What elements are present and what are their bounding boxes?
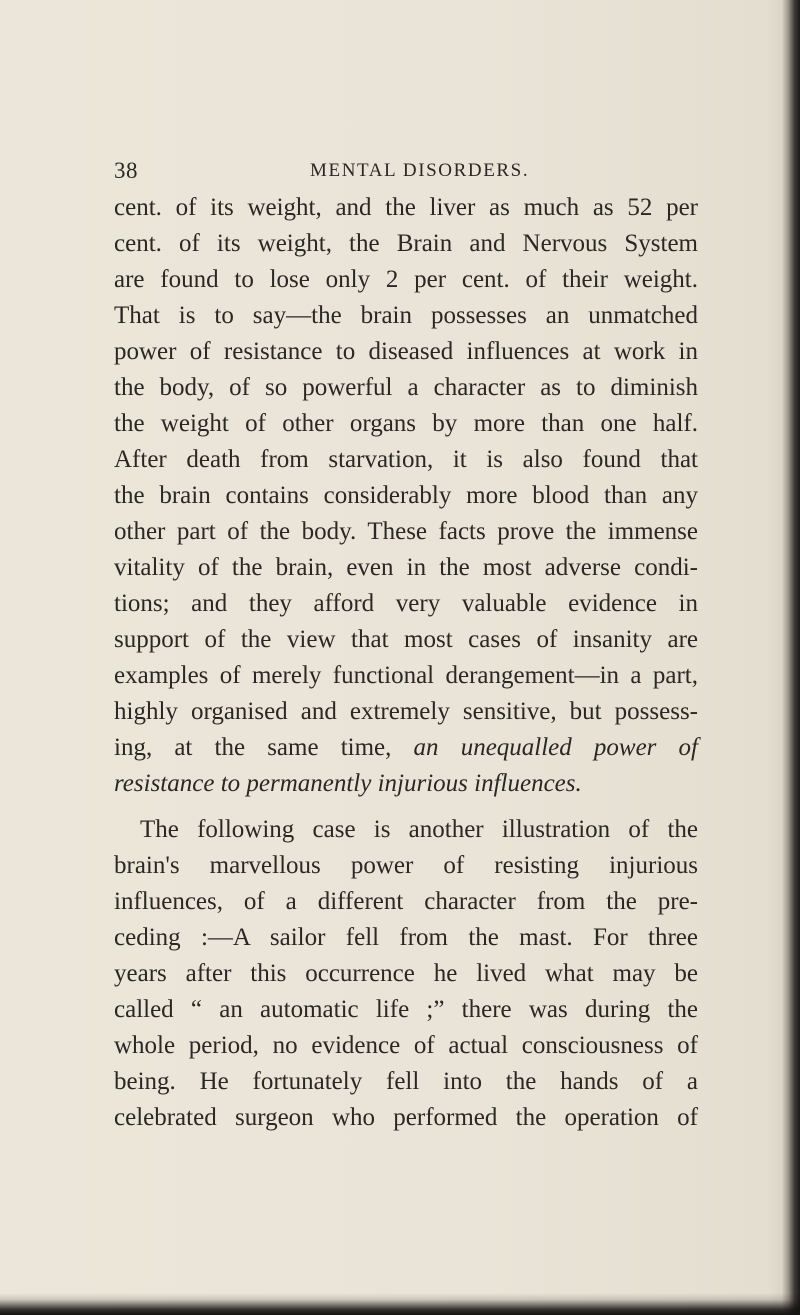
text-line: the weight of other organs by more than one half. [114, 410, 698, 437]
text-line: After death from starvation, it is also found that [114, 446, 698, 473]
text-line: The following case is another illustration of the [140, 816, 698, 843]
text-line: the brain contains considerably more blood than any [114, 482, 698, 509]
text-line: cent. of its weight, and the liver as much as 52 per [114, 194, 698, 221]
text-line: ceding :—A sailor fell from the mast. For three [114, 924, 698, 951]
text-line: That is to say—the brain possesses an unmatched [114, 302, 698, 329]
text-line: being. He fortunately fell into the hands of a [114, 1068, 698, 1095]
text-line-roman: ing, at the same time, [114, 734, 392, 761]
running-head: MENTAL DISORDERS. [310, 160, 530, 181]
text-line: the body, of so powerful a character as to diminish [114, 374, 698, 401]
text-line: resistance to permanently injurious influences. [114, 770, 582, 797]
text-line: called “ an automatic life ;” there was during the [114, 996, 698, 1023]
text-line: support of the view that most cases of insanity are [114, 626, 698, 653]
text-line: brain's marvellous power of resisting injurious [114, 852, 698, 879]
text-line: power of resistance to diseased influences at work in [114, 338, 698, 365]
text-line: examples of merely functional derangement—in a part, [114, 662, 698, 689]
text-line: tions; and they afford very valuable evidence in [114, 590, 698, 617]
text-line [114, 730, 698, 766]
text-line: celebrated surgeon who performed the operation of [114, 1104, 698, 1131]
text-line: influences, of a different character from the pre- [114, 888, 698, 915]
text-line: are found to lose only 2 per cent. of their weight. [114, 266, 698, 293]
text-line-italic: an unequalled power of [413, 734, 698, 761]
page-number: 38 [114, 158, 138, 183]
text-line: whole period, no evidence of actual consciousness of [114, 1032, 698, 1059]
text-line: cent. of its weight, the Brain and Nervous System [114, 230, 698, 257]
text-line: vitality of the brain, even in the most adverse condi- [114, 554, 698, 581]
text-line: highly organised and extremely sensitive, but possess- [114, 698, 698, 725]
page-bottom-shadow [0, 1293, 800, 1315]
page-edge-shadow [782, 0, 800, 1315]
text-line: years after this occurrence he lived what may be [114, 960, 698, 987]
text-line: other part of the body. These facts prove the immense [114, 518, 698, 545]
